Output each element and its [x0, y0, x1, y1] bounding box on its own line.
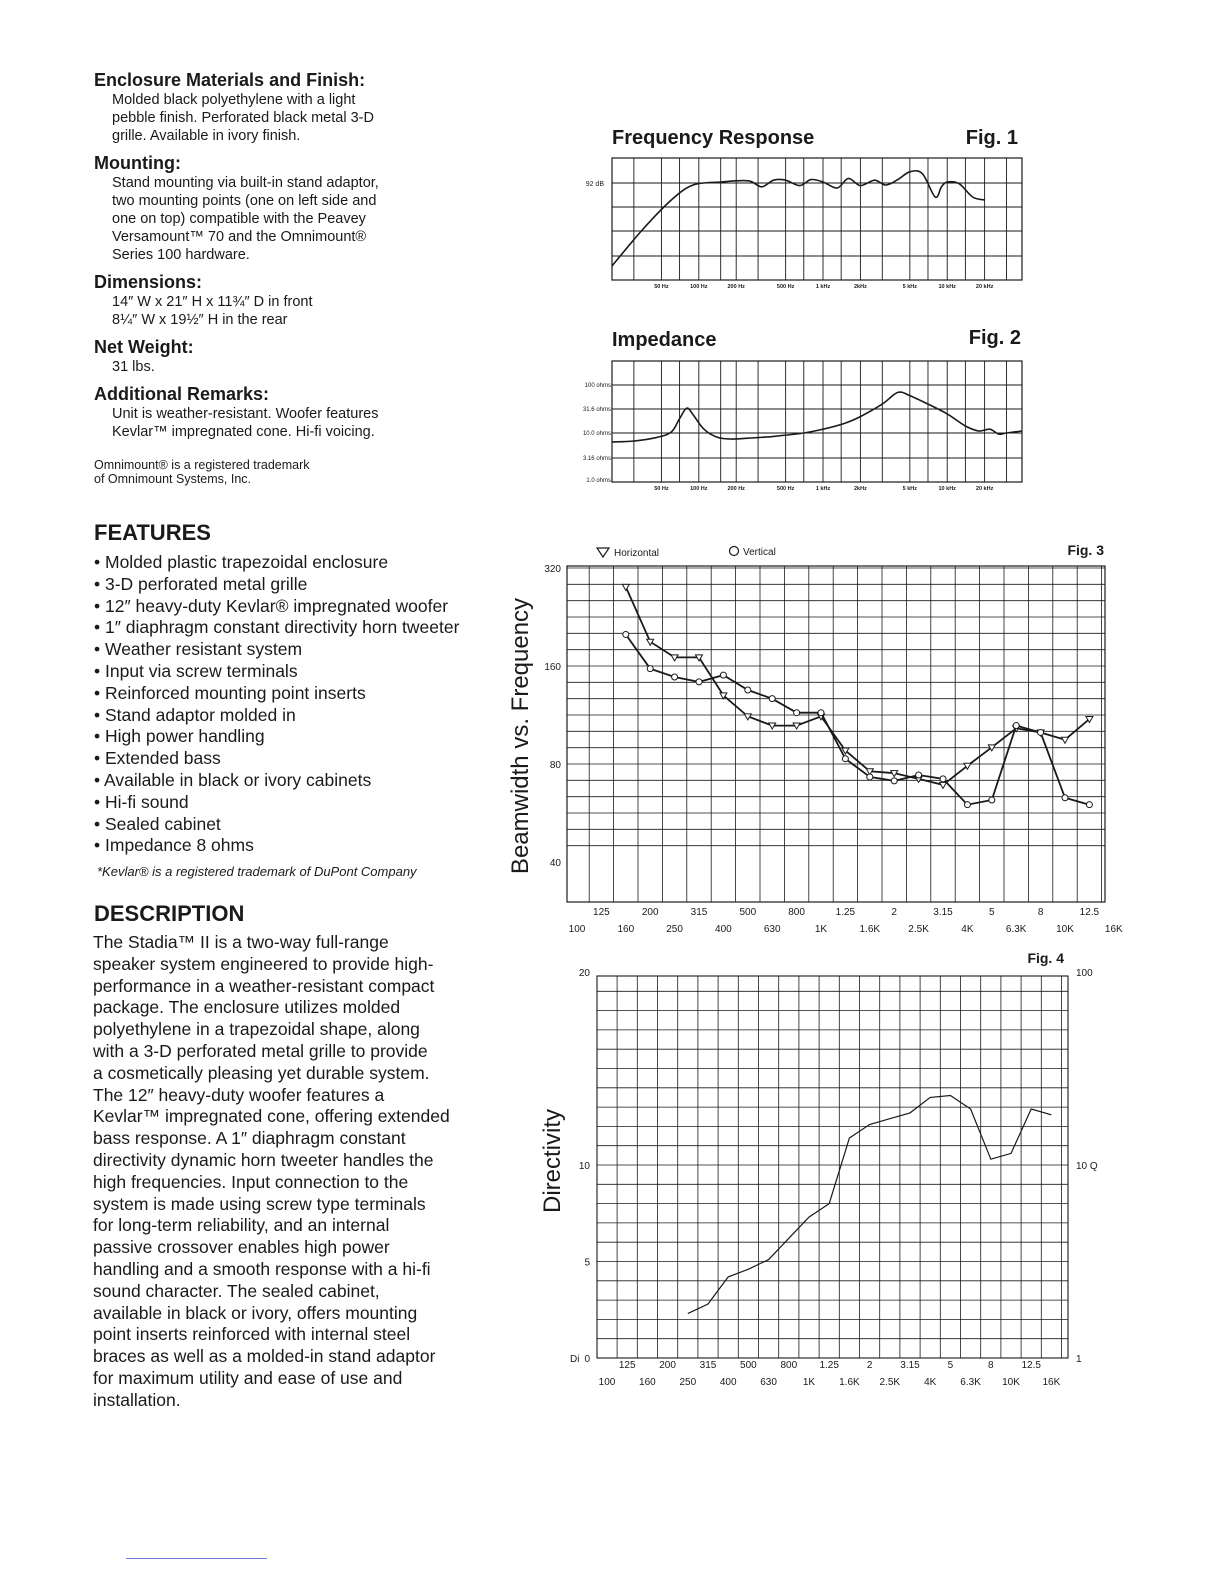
- plot-frame: [612, 361, 1022, 482]
- x-tick-label: 200: [641, 907, 659, 918]
- feature-item: • Stand adaptor molded in: [94, 705, 459, 727]
- data-point: [696, 679, 702, 685]
- spec-body: Stand mounting via built-in stand adaptor, two mounting points (one on left side and one on top) compatible with the Peavey Versamount™ 70 and the Omnimount® Series 100 hardware.: [112, 175, 379, 263]
- x-tick-label: 500 Hz: [776, 284, 795, 290]
- data-point: [672, 674, 678, 680]
- x-tick-label: 12.5: [1021, 1360, 1041, 1371]
- spec-heading: Net Weight:: [94, 337, 194, 357]
- x-tick-label: 630: [763, 924, 781, 935]
- x-tick-label: 16K: [1104, 924, 1123, 935]
- x-tick-label: 500: [739, 907, 757, 918]
- x-tick-label: 200 Hz: [727, 486, 745, 492]
- x-tick-label: 800: [780, 1360, 798, 1371]
- y-tick-label: 320: [544, 564, 561, 575]
- x-tick-label: 5 kHz: [902, 284, 918, 290]
- spec-heading: Enclosure Materials and Finish:: [94, 70, 366, 90]
- y-tick-label: 20: [578, 968, 590, 979]
- spec-heading: Additional Remarks:: [94, 384, 270, 404]
- x-tick-label: 8: [988, 1360, 994, 1371]
- frequency-response-line: [612, 171, 985, 266]
- x-tick-label: 1 kHz: [815, 284, 831, 290]
- directivity-chart: [530, 946, 1110, 1396]
- feature-item: • High power handling: [94, 726, 459, 748]
- x-tick-label: 2.5K: [879, 1377, 901, 1388]
- x-tick-label: 160: [617, 924, 635, 935]
- feature-item: • Impedance 8 ohms: [94, 835, 459, 857]
- x-tick-label: 12.5: [1079, 907, 1100, 918]
- x-tick-label: 400: [715, 924, 732, 935]
- data-point: [1062, 737, 1069, 743]
- feature-item: • 1″ diaphragm constant directivity horn tweeter: [94, 617, 459, 639]
- x-tick-label: 1.25: [835, 907, 856, 918]
- x-tick-label: 20 kHz: [975, 486, 994, 492]
- plot-frame: [567, 566, 1105, 902]
- plot-frame: [597, 976, 1068, 1358]
- x-tick-label: 50 Hz: [654, 486, 669, 492]
- y-axis-label: Di: [570, 1354, 580, 1365]
- data-point: [818, 710, 824, 716]
- data-point: [964, 802, 970, 808]
- feature-item: • Extended bass: [94, 748, 459, 770]
- legend-label: Vertical: [743, 547, 776, 558]
- y-tick-label: 100 ohms: [584, 383, 611, 389]
- data-point: [940, 782, 947, 788]
- x-tick-label: 100: [598, 1377, 616, 1388]
- spec-heading: Mounting:: [94, 153, 181, 173]
- y-tick-label: 80: [549, 760, 561, 771]
- feature-item: • Molded plastic trapezoidal enclosure: [94, 552, 459, 574]
- x-tick-label: 5 kHz: [902, 486, 918, 492]
- x-tick-label: 200: [659, 1360, 676, 1371]
- chart-title: Impedance: [612, 329, 717, 351]
- feature-item: • 12″ heavy-duty Kevlar® impregnated woofer: [94, 596, 459, 618]
- data-point: [720, 672, 726, 678]
- plot-frame: [612, 158, 1022, 280]
- x-tick-label: 16K: [1042, 1377, 1061, 1388]
- chart-title: Frequency Response: [612, 127, 815, 149]
- data-point: [622, 584, 629, 590]
- x-tick-label: 10 kHz: [938, 284, 956, 290]
- x-tick-label: 100: [568, 924, 586, 935]
- x-tick-label: 2kHz: [853, 486, 867, 492]
- y-tick-label: 160: [544, 662, 561, 673]
- spec-body: 14″ W x 21″ H x 11¾″ D in front 8¼″ W x 19½″ H in the rear: [112, 294, 313, 328]
- y-axis-label: 92 dB: [585, 181, 604, 188]
- spec-additional-remarks: [94, 384, 474, 441]
- x-tick-label: 6.3K: [960, 1377, 981, 1388]
- spec-heading: Dimensions:: [94, 272, 203, 292]
- data-point: [1086, 802, 1092, 808]
- data-point: [989, 797, 995, 803]
- y-tick-label: 31.6 ohms: [582, 407, 611, 413]
- figure-label: Fig. 4: [1027, 950, 1064, 966]
- feature-item: • Available in black or ivory cabinets: [94, 770, 459, 792]
- data-point: [1013, 723, 1019, 729]
- x-tick-label: 315: [690, 907, 708, 918]
- impedance-line: [612, 392, 1022, 442]
- right-tick-label: 1: [1076, 1354, 1082, 1365]
- feature-item: • 3-D perforated metal grille: [94, 574, 459, 596]
- x-tick-label: 8: [1037, 907, 1044, 918]
- x-tick-label: 250: [679, 1377, 697, 1388]
- x-tick-label: 1 kHz: [815, 486, 831, 492]
- legend-label: Horizontal: [614, 548, 660, 559]
- right-tick-label: 100: [1076, 968, 1093, 979]
- y-tick-label: 0: [584, 1354, 590, 1365]
- x-tick-label: 4K: [961, 924, 974, 935]
- right-tick-label: 10 Q: [1076, 1161, 1098, 1172]
- x-tick-label: 1K: [814, 924, 828, 935]
- description-text: The Stadia™ II is a two-way full-range speaker system engineered to provide high- performance in a weather-resistant compact package. The enclosure utilizes molded polyethylene in a trapezoidal shape, along with a 3-D perforated metal grille to provide a cosmetically pleasing yet durable system. The 12″ heavy-duty woofer features a Kevlar™ impregnated cone, offering extended bass response. A 1″ diaphragm constant directivity dynamic horn tweeter handles the high frequencies. Input connection to the system is made using screw type terminals for long-term reliability, and an internal passive crossover enables high power handling and a smooth response with a hi-fi sound character. The sealed cabinet, available in black or ivory, offers mounting point inserts reinforced with internal steel braces as well as a molded-in stand adaptor for maximum utility and ease of use and installation.: [93, 932, 450, 1410]
- data-point: [867, 774, 873, 780]
- data-point: [1062, 795, 1068, 801]
- feature-item: • Weather resistant system: [94, 639, 459, 661]
- x-tick-label: 10 kHz: [938, 486, 956, 492]
- y-tick-label: 5: [584, 1257, 590, 1269]
- data-point: [842, 756, 848, 762]
- x-tick-label: 1.6K: [859, 924, 881, 935]
- x-tick-label: 6.3K: [1005, 924, 1027, 935]
- x-tick-label: 10K: [1002, 1377, 1020, 1388]
- data-point: [940, 776, 946, 782]
- circle-marker-icon: [730, 547, 739, 556]
- data-point: [745, 687, 751, 693]
- triangle-marker-icon: [597, 548, 609, 557]
- x-tick-label: 160: [639, 1377, 656, 1388]
- x-tick-label: 20 kHz: [975, 284, 994, 290]
- x-tick-label: 1.6K: [839, 1377, 860, 1388]
- spec-dimensions: [94, 272, 474, 329]
- description-title: DESCRIPTION: [94, 901, 245, 926]
- x-tick-label: 500: [740, 1360, 757, 1371]
- x-tick-label: 5: [989, 907, 995, 918]
- beamwidth-chart: [500, 536, 1123, 946]
- spec-enclosure: [94, 70, 474, 145]
- y-tick-label: 40: [549, 858, 561, 869]
- spec-body: Molded black polyethylene with a light pebble finish. Perforated black metal 3-D grille. Available in ivory finish.: [112, 92, 374, 144]
- x-tick-label: 2: [866, 1360, 873, 1371]
- trademark-note: Omnimount® is a registered trademark of Omnimount Systems, Inc.: [94, 458, 310, 486]
- features-list: [94, 552, 459, 857]
- feature-item: • Input via screw terminals: [94, 661, 459, 683]
- feature-item: • Reinforced mounting point inserts: [94, 683, 459, 705]
- x-tick-label: 100 Hz: [690, 284, 708, 290]
- data-point: [647, 666, 653, 672]
- footer-rule: [126, 1558, 267, 1559]
- y-tick-label: 1.0 ohms: [586, 478, 611, 484]
- x-tick-label: 125: [618, 1360, 636, 1371]
- x-tick-label: 50 Hz: [654, 284, 669, 290]
- figure-label: Fig. 3: [1067, 542, 1104, 558]
- figure-label: Fig. 2: [968, 327, 1021, 349]
- x-tick-label: 250: [666, 924, 683, 935]
- frequency-response-chart: [570, 120, 1040, 300]
- figure-label: Fig. 1: [965, 127, 1018, 149]
- spec-mounting: [94, 153, 474, 264]
- x-tick-label: 2.5K: [908, 924, 929, 935]
- features-title: FEATURES: [94, 520, 211, 545]
- x-tick-label: 200 Hz: [727, 284, 745, 290]
- x-tick-label: 4K: [924, 1377, 937, 1388]
- y-tick-label: 10.0 ohms: [582, 431, 611, 437]
- impedance-chart: [570, 322, 1040, 502]
- spec-body: Unit is weather-resistant. Woofer features Kevlar™ impregnated cone. Hi-fi voicing.: [112, 406, 379, 440]
- data-point: [1038, 729, 1044, 735]
- x-tick-label: 2kHz: [853, 284, 867, 290]
- x-tick-label: 100 Hz: [690, 486, 708, 492]
- data-point: [794, 710, 800, 716]
- x-tick-label: 10K: [1056, 924, 1074, 935]
- data-point: [891, 778, 897, 784]
- spec-body: 31 lbs.: [112, 359, 155, 375]
- x-tick-label: 3.15: [933, 907, 953, 918]
- x-tick-label: 1.25: [819, 1360, 839, 1371]
- x-tick-label: 125: [593, 907, 610, 918]
- spec-net-weight: [94, 337, 474, 376]
- y-axis-title: Directivity: [539, 1108, 566, 1214]
- x-tick-label: 800: [788, 907, 805, 918]
- y-axis-title: Beamwidth vs. Frequency: [507, 597, 534, 875]
- y-tick-label: 10: [578, 1161, 590, 1172]
- data-point: [769, 696, 775, 702]
- x-tick-label: 500 Hz: [776, 486, 795, 492]
- x-tick-label: 2: [891, 907, 897, 918]
- feature-item: • Sealed cabinet: [94, 814, 459, 836]
- x-tick-label: 3.15: [900, 1360, 920, 1371]
- data-point: [623, 631, 629, 637]
- x-tick-label: 5: [947, 1360, 954, 1371]
- kevlar-note: *Kevlar® is a registered trademark of DuPont Company: [97, 864, 417, 879]
- x-tick-label: 630: [760, 1377, 777, 1388]
- x-tick-label: 315: [699, 1360, 717, 1371]
- x-tick-label: 1K: [802, 1377, 816, 1388]
- y-tick-label: 3.16 ohms: [582, 456, 611, 462]
- x-tick-label: 400: [719, 1377, 737, 1388]
- feature-item: • Hi-fi sound: [94, 792, 459, 814]
- data-point: [916, 772, 922, 778]
